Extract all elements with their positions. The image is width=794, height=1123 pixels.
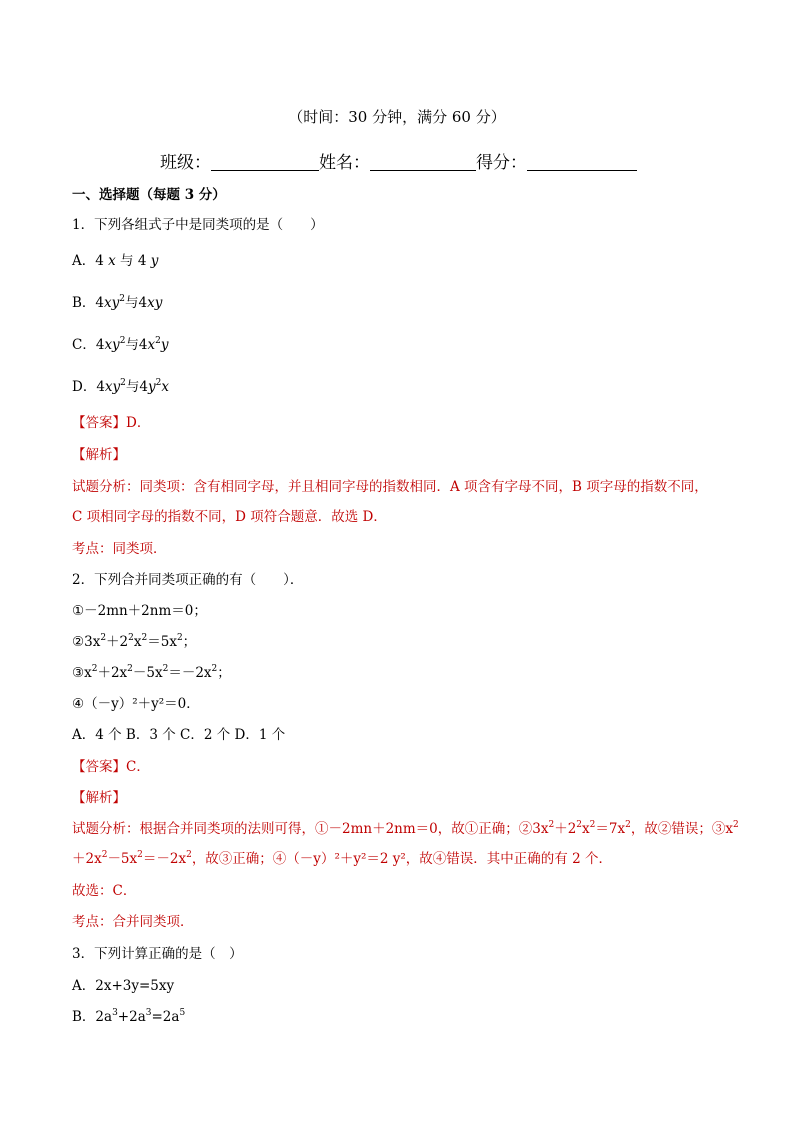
q2-item-3: $③x^2+2x^2-5x^2=-2x^2$；	[72, 664, 231, 681]
q2-conclusion: 故选：C．	[72, 883, 137, 899]
class-blank[interactable]	[211, 152, 319, 171]
q2-item-4: ④（－y）²＋y²＝0．	[72, 696, 200, 712]
q1-option-a: A．4 x 与 4 y	[72, 253, 159, 269]
q1-option-d: D．$4xy^2$与$4y^2x$	[72, 378, 169, 395]
q2-item-2: $②3x^2+2^2x^2=5x^2$；	[72, 633, 197, 650]
class-label: 班级：	[160, 153, 211, 173]
q2-analysis-title: 【解析】	[72, 790, 126, 806]
score-blank[interactable]	[527, 152, 637, 171]
q1-answer: 【答案】D．	[72, 415, 151, 431]
q3-option-a: A．2x+3y=5xy	[72, 978, 175, 994]
q2-analysis-line2: $+2x^2-5x^2=-2x^2$，故③正确；④（－y）²＋y²＝2 y²，故④错误．其中正确的有 2 个．	[72, 850, 612, 867]
q2-analysis-line1: 试题分析：根据合并同类项的法则可得，①－2mn＋2nm＝0，故①正确；$②3x^2+2^2x^2=7x^2$，故②错误；$③x^2$	[72, 820, 739, 837]
q1-option-b: B．$4xy^2$与4xy	[72, 294, 163, 311]
score-label: 得分：	[476, 153, 527, 173]
q3-stem: 3．下列计算正确的是（ ）	[72, 946, 243, 962]
q1-stem: 1．下列各组式子中是同类项的是（ ）	[72, 217, 324, 233]
student-info-line	[160, 148, 637, 173]
q1-analysis-line2: C 项相同字母的指数不同，D 项符合题意．故选 D．	[72, 509, 387, 525]
q2-answer: 【答案】C．	[72, 759, 150, 775]
name-label: 姓名：	[319, 153, 370, 173]
exam-subtitle: （时间：30 分钟，满分 60 分）	[288, 108, 506, 126]
q3-option-b: B．$2a^3+2a^3=2a^5$	[72, 1008, 186, 1025]
q2-point: 考点：合并同类项．	[72, 914, 194, 930]
q1-option-c: C．$4xy^2$与$4x^2y$	[72, 336, 169, 353]
q2-options: A．4 个 B．3 个 C．2 个 D．1 个	[72, 727, 286, 743]
q1-point: 考点：同类项．	[72, 541, 167, 557]
section-title: 一、选择题（每题 3 分）	[72, 187, 226, 203]
q2-stem: 2．下列合并同类项正确的有（ ）．	[72, 572, 304, 588]
q1-analysis-line1: 试题分析：同类项：含有相同字母，并且相同字母的指数相同．A 项含有字母不同，B 项字母的指数不同，	[72, 479, 708, 495]
q1-analysis-title: 【解析】	[72, 447, 126, 463]
q2-item-1: ①－2mn＋2nm＝0；	[72, 603, 207, 619]
name-blank[interactable]	[370, 152, 476, 171]
